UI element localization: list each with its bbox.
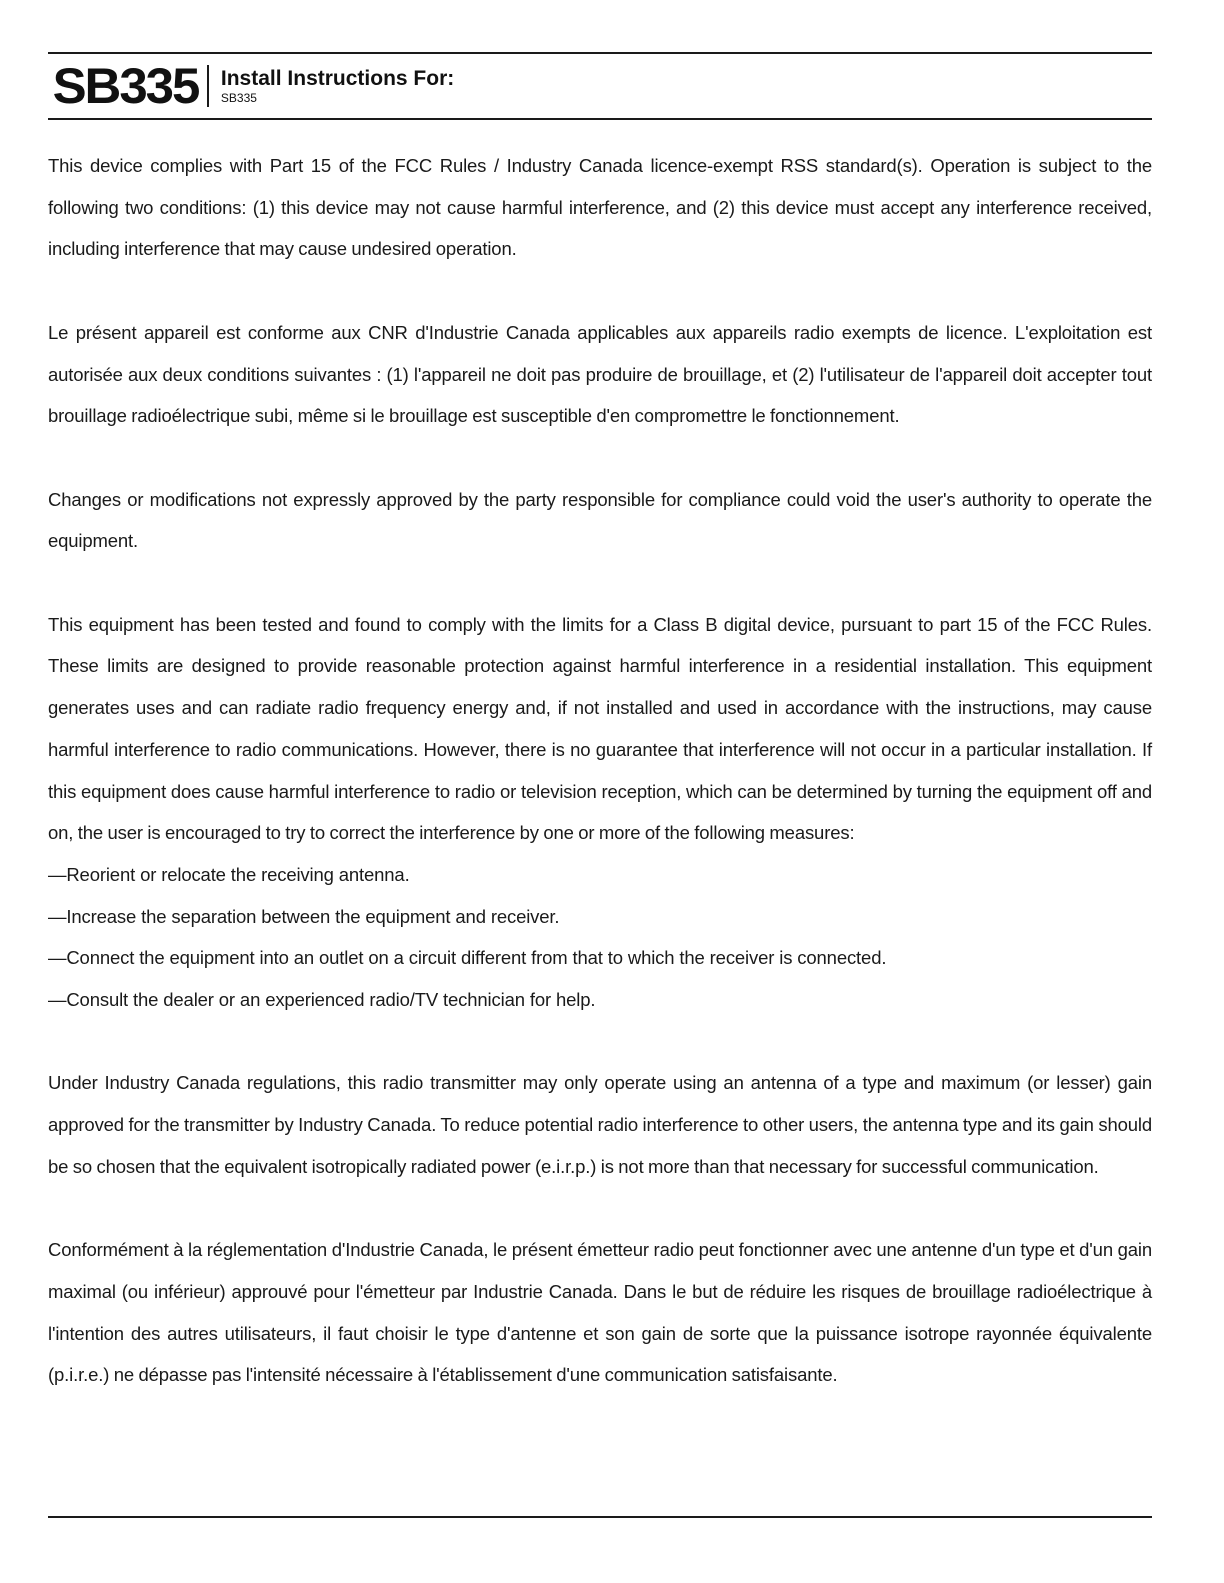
paragraph-gap: [48, 437, 1152, 479]
measure-item: —Increase the separation between the equipment and receiver.: [48, 905, 560, 927]
header-subheading: SB335: [220, 91, 257, 105]
top-rule: [48, 52, 1152, 54]
document-header: [48, 56, 1152, 116]
paragraph-gap: [48, 270, 1152, 312]
measure-item: —Connect the equipment into an outlet on a circuit different from that to which the receiver is connected.: [48, 947, 887, 969]
measure-item: —Reorient or relocate the receiving antenna.: [48, 863, 410, 885]
antenna-english-paragraph: Under Industry Canada regulations, this radio transmitter may only operate using an antenna of a type and maximum (or lesser) gain approved for the transmitter by Industry Canada. To reduce potential radio interference to other users, the antenna type and its gain should be so chosen that the equivalent isotropically radiated power (e.i.r.p.) is not more than that necessary for successful communication.: [48, 1072, 1152, 1177]
modifications-paragraph: Changes or modifications not expressly approved by the party responsible for compliance could void the user's authority to operate the equipment.: [48, 488, 1152, 552]
header-text-block: [221, 67, 454, 105]
document-body: [48, 145, 1152, 1396]
fcc-compliance-paragraph: This device complies with Part 15 of the FCC Rules / Industry Canada licence-exempt RSS standard(s). Operation is subject to the following two conditions: (1) this device may not cause harmful interference, and (2) this device must accept any interference received, including interference that may cause undesired operation.: [48, 155, 1152, 260]
paragraph-gap: [48, 562, 1152, 604]
paragraph-gap: [48, 1188, 1152, 1230]
french-compliance-paragraph: Le présent appareil est conforme aux CNR d'Industrie Canada applicables aux appareils radio exempts de licence. L'exploitation est autorisée aux deux conditions suivantes : (1) l'appareil ne doit pas produire de brouillage, et (2) l'utilisateur de l'appareil doit accepter tout brouillage radioélectrique subi, même si le brouillage est susceptible d'en compromettre le fonctionnement.: [48, 321, 1152, 427]
class-b-paragraph: This equipment has been tested and found to comply with the limits for a Class B digital device, pursuant to part 15 of the FCC Rules. These limits are designed to provide reasonable protection against harmful interference in a residential installation. This equipment generates uses and can radiate radio frequency energy and, if not installed and used in accordance with the instructions, may cause harmful interference to radio communications. However, there is no guarantee that interference will not occur in a particular installation. If this equipment does cause harmful interference to radio or television reception, which can be determined by turning the equipment off and on, the user is encouraged to try to correct the interference by one or more of the following measures:: [48, 613, 1152, 844]
bottom-rule: [48, 1516, 1152, 1518]
document-page: [48, 0, 1152, 1583]
header-rule: [48, 118, 1152, 120]
paragraph-gap: [48, 1021, 1152, 1063]
model-title: SB335: [52, 58, 199, 114]
antenna-french-paragraph: Conformément à la réglementation d'Industrie Canada, le présent émetteur radio peut fonctionner avec une antenne d'un type et d'un gain maximal (ou inférieur) approuvé pour l'émetteur par Industrie Canada. Dans le but de réduire les risques de brouillage radioélectrique à l'intention des autres utilisateurs, il faut choisir le type d'antenne et son gain de sorte que la puissance isotrope rayonnée équivalente (p.i.r.e.) ne dépasse pas l'intensité nécessaire à l'établissement d'une communication satisfaisante.: [48, 1239, 1152, 1386]
measure-item: —Consult the dealer or an experienced radio/TV technician for help.: [48, 989, 596, 1011]
header-heading: Install Instructions For:: [220, 67, 455, 90]
header-divider: [207, 65, 209, 107]
